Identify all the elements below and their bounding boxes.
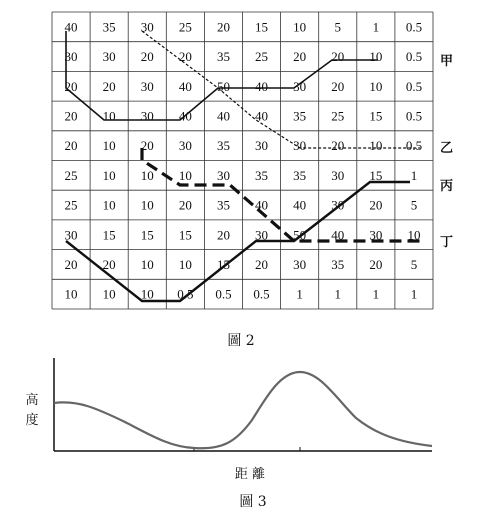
grid-cell-value: 10 [369,78,383,94]
grid-cell-value: 30 [255,227,269,243]
grid-cell-value: 30 [293,256,307,272]
grid-cell-value: 20 [369,256,383,272]
grid-cell-value: 35 [102,19,116,35]
profile-curve [54,372,432,448]
grid-cell-value: 25 [178,19,192,35]
grid-cell-value: 0.5 [405,108,423,124]
grid-cell-value: 30 [331,197,345,213]
figure2-caption: 圖 2 [227,333,255,349]
grid-cell-value: 20 [140,138,154,154]
grid-cell-value: 40 [178,108,192,124]
grid-cell-value: 25 [331,108,345,124]
grid-cell-value: 35 [293,167,307,183]
grid-cell-value: 30 [140,78,154,94]
route-label-ding: 丁 [440,235,454,250]
grid-cell-value: 30 [293,78,307,94]
grid-cell-value: 30 [331,167,345,183]
grid-cell-value: 1 [410,167,418,183]
grid-cell-value: 0.5 [405,78,423,94]
grid-cell-value: 10 [140,197,154,213]
route-label-jia: 甲 [440,54,454,69]
grid-cell-value: 20 [178,197,192,213]
grid-cell-value: 1 [372,286,380,302]
grid-cell-value: 30 [140,108,154,124]
grid-cell-value: 0.5 [253,286,270,302]
grid-cell-value: 10 [369,49,383,65]
grid-cell-value: 10 [369,138,383,154]
grid-cell-value: 35 [255,167,269,183]
grid-cell-value: 1 [334,286,341,302]
grid-cell-value: 25 [64,197,78,213]
grid-cell-value: 15 [369,167,383,183]
grid-cell-value: 30 [64,227,78,243]
grid-cell-value: 25 [255,49,269,65]
grid-cell-value: 10 [178,256,192,272]
grid-cell-value: 35 [216,197,230,213]
grid-cell-value: 10 [140,256,154,272]
grid-cell-value: 20 [293,49,307,65]
grid-cell-value: 10 [178,167,192,183]
grid-cell-value: 10 [102,108,116,124]
grid-cell-value: 15 [140,227,154,243]
grid-cell-value: 20 [331,138,345,154]
grid-cell-value: 10 [102,286,116,302]
grid-cell-value: 40 [255,197,269,213]
grid-cell-value: 20 [64,256,78,272]
grid-cell-value: 20 [102,256,116,272]
grid-cell-value: 0.5 [405,138,423,154]
grid-cell-value: 40 [178,78,192,94]
grid-cell-value: 5 [410,197,418,213]
grid-cell-value: 20 [331,49,345,65]
grid-cell-value: 20 [331,78,345,94]
grid-cell-value: 20 [216,19,230,35]
profile-ylabel-char-1: 高 [25,393,39,408]
grid-cell-value: 30 [102,49,116,65]
grid-cell-value: 10 [293,19,307,35]
grid-cell-value: 30 [369,227,383,243]
grid-cell-value: 15 [369,108,383,124]
grid-cell-value: 0.5 [215,286,232,302]
grid-cell-value: 10 [140,286,154,302]
elevation-profile-figure [0,350,482,525]
grid-cell-value: 0.5 [405,49,423,65]
grid-cell-value: 20 [64,78,78,94]
grid-cell-value: 15 [102,227,116,243]
route-label-yi: 乙 [440,141,454,156]
profile-ylabel-char-2: 度 [25,413,39,428]
grid-cell-value: 25 [64,167,78,183]
grid-cell-value: 10 [102,138,116,154]
grid-cell-value: 40 [216,108,230,124]
grid-cell-value: 20 [178,49,192,65]
grid-cell-value: 0.5 [177,286,194,302]
grid-cell-value: 20 [255,256,269,272]
grid-cell-value: 40 [255,78,269,94]
grid-cell-value: 20 [64,138,78,154]
grid-cell-value: 20 [140,49,154,65]
grid-cell-value: 30 [216,167,230,183]
grid-cell-value: 35 [293,108,307,124]
route-jia-line [66,31,378,120]
grid-cell-value: 20 [102,78,116,94]
grid-cell-value: 10 [407,227,421,243]
grid-cell-value: 20 [369,197,383,213]
grid-cell-value: 0.5 [405,19,423,35]
grid-cell-value: 20 [64,108,78,124]
grid-cell-value: 30 [64,49,78,65]
grid-cell-value: 40 [255,108,269,124]
grid-cell-value: 5 [334,19,341,35]
grid-cell-value: 5 [410,256,418,272]
grid-cell-value: 10 [102,167,116,183]
grid-cell-value: 50 [293,227,307,243]
grid-cell-value: 10 [64,286,78,302]
grid-cell-value: 15 [255,19,269,35]
grid-cell-value: 30 [293,138,307,154]
grid-cell-value: 30 [140,19,154,35]
route-label-bing: 丙 [440,179,454,194]
grid-cell-value: 35 [331,256,345,272]
grid-cell-value: 30 [255,138,269,154]
grid-cell-value: 40 [64,19,78,35]
grid-cell-value: 20 [216,227,230,243]
figure3-caption: 圖 3 [239,494,267,510]
grid-cell-value: 15 [178,227,192,243]
grid-cell-value: 35 [216,138,230,154]
grid-cell-value: 35 [216,49,230,65]
grid-cell-value: 15 [216,256,230,272]
profile-xlabel: 距 離 [234,467,266,482]
grid-cell-value: 1 [296,286,303,302]
grid-cell-value: 1 [372,19,380,35]
grid-cell-value: 10 [140,167,154,183]
grid-cell-value: 50 [216,78,230,94]
grid-cell-value: 30 [178,138,192,154]
grid-cell-value: 40 [331,227,345,243]
grid-cell-value: 1 [410,286,418,302]
grid-cell-value: 10 [102,197,116,213]
grid-cell-value: 40 [293,197,307,213]
